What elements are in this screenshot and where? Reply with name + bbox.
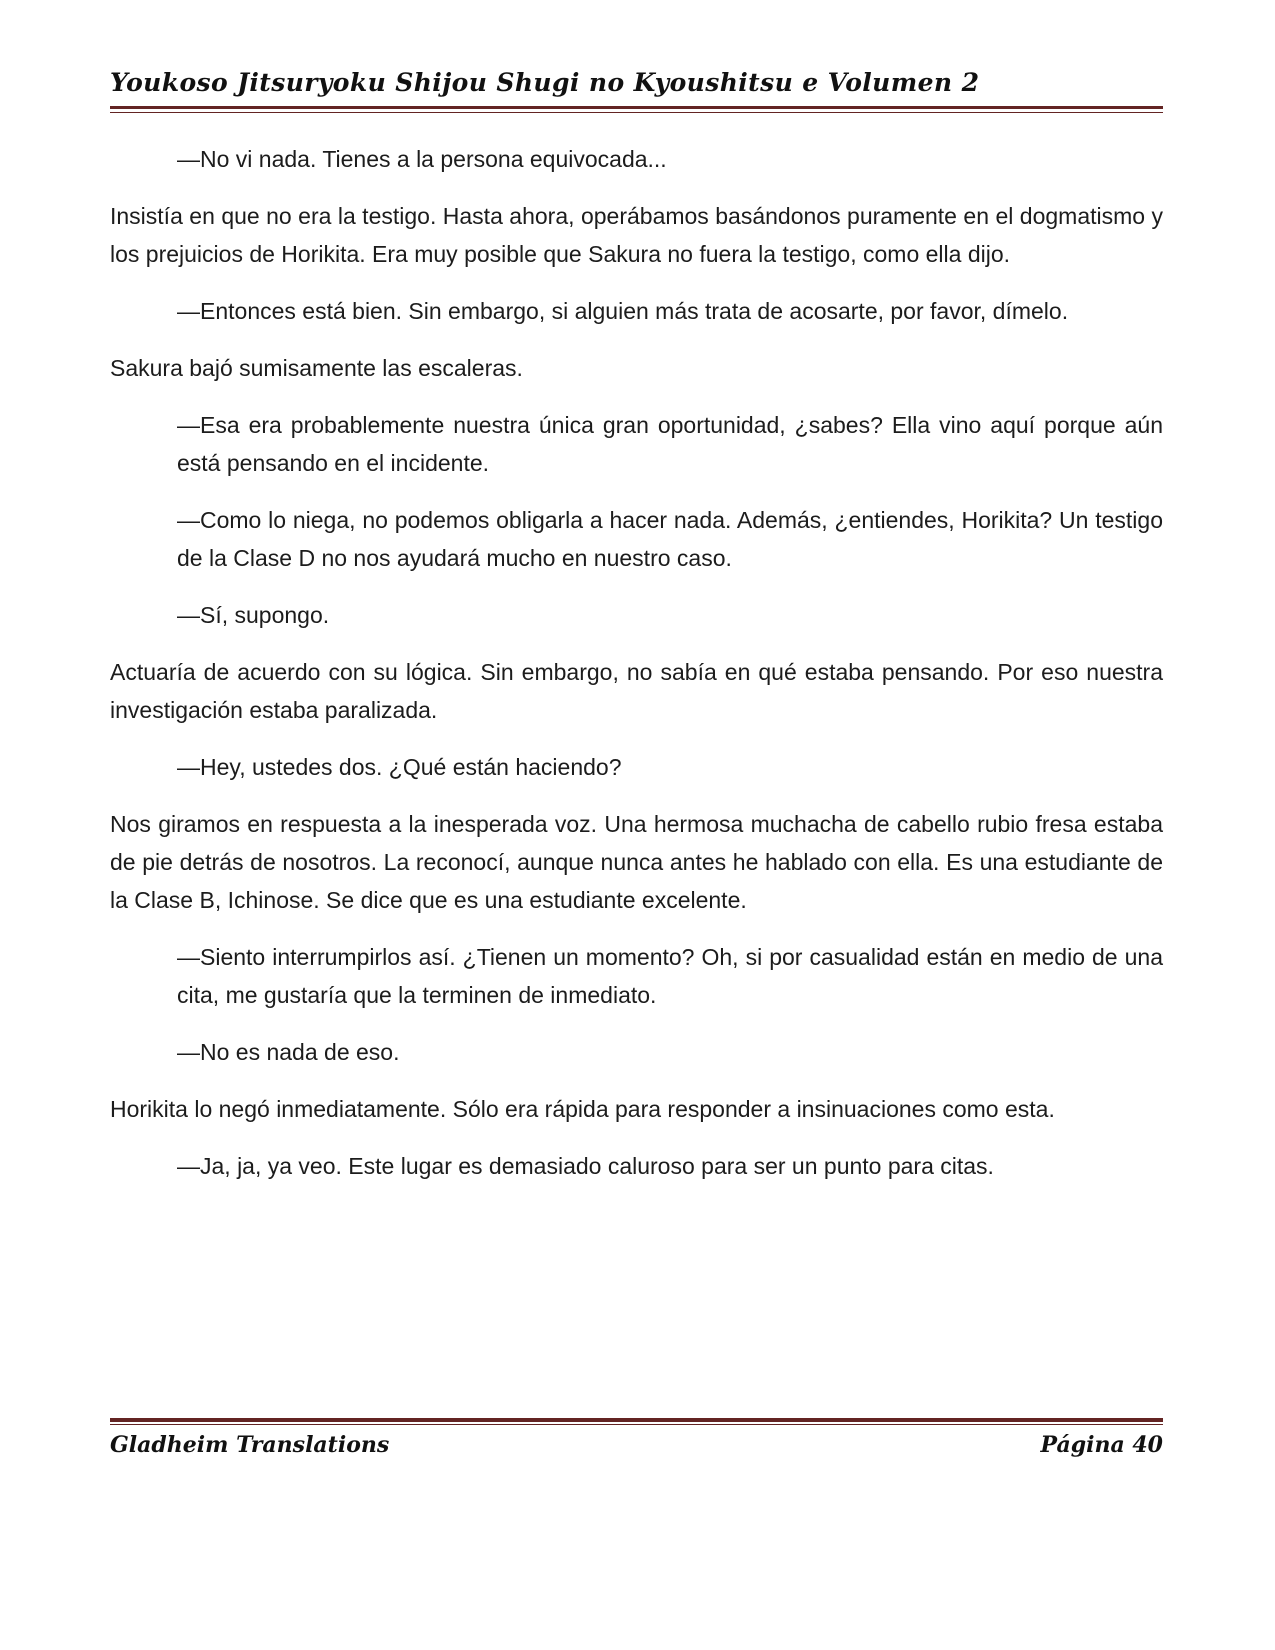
paragraph: Actuaría de acuerdo con su lógica. Sin embargo, no sabía en qué estaba pensando. Por eso nuestra investigación estaba paralizada. (110, 659, 1163, 723)
paragraph: —Entonces está bien. Sin embargo, si alguien más trata de acosarte, por favor, dímelo. (177, 298, 1069, 324)
paragraph: Nos giramos en respuesta a la inesperada voz. Una hermosa muchacha de cabello rubio fresa estaba de pie detrás de nosotros. La reconocí, aunque nunca antes he hablado con ella. Es una estudiante de la Clase B, Ichinose. Se dice que es una estudiante excelente. (110, 811, 1163, 913)
page-footer (110, 1418, 1163, 1458)
paragraph: Horikita lo negó inmediatamente. Sólo era rápida para responder a insinuaciones como esta. (110, 1096, 1055, 1122)
footer-page-number: Página 40 (1040, 1432, 1163, 1458)
paragraph: —Ja, ja, ya veo. Este lugar es demasiado caluroso para ser un punto para citas. (177, 1153, 994, 1179)
footer-divider (110, 1418, 1163, 1422)
paragraph: —Hey, ustedes dos. ¿Qué están haciendo? (177, 754, 622, 780)
paragraph: —Sí, supongo. (177, 602, 330, 628)
page-header (110, 68, 1163, 113)
paragraph: —Siento interrumpirlos así. ¿Tienen un momento? Oh, si por casualidad están en medio de una cita, me gustaría que la terminen de inmediato. (177, 944, 1163, 1008)
page-title: Youkoso Jitsuryoku Shijou Shugi no Kyoushitsu e Volumen 2 (110, 68, 980, 97)
body-text (110, 140, 1163, 1204)
paragraph: Insistía en que no era la testigo. Hasta ahora, operábamos basándonos puramente en el dogmatismo y los prejuicios de Horikita. Era muy posible que Sakura no fuera la testigo, como ella dijo. (110, 203, 1163, 267)
footer-translator-credit: Gladheim Translations (110, 1432, 390, 1458)
paragraph: Sakura bajó sumisamente las escaleras. (110, 355, 523, 381)
footer-divider-thin (110, 1424, 1163, 1425)
paragraph: —Esa era probablemente nuestra única gran oportunidad, ¿sabes? Ella vino aquí porque aún está pensando en el incidente. (177, 412, 1163, 476)
paragraph: —No vi nada. Tienes a la persona equivocada... (177, 146, 667, 172)
paragraph: —No es nada de eso. (177, 1039, 400, 1065)
paragraph: —Como lo niega, no podemos obligarla a hacer nada. Además, ¿entiendes, Horikita? Un testigo de la Clase D no nos ayudará mucho en nuestro caso. (177, 507, 1163, 571)
header-divider (110, 106, 1163, 113)
